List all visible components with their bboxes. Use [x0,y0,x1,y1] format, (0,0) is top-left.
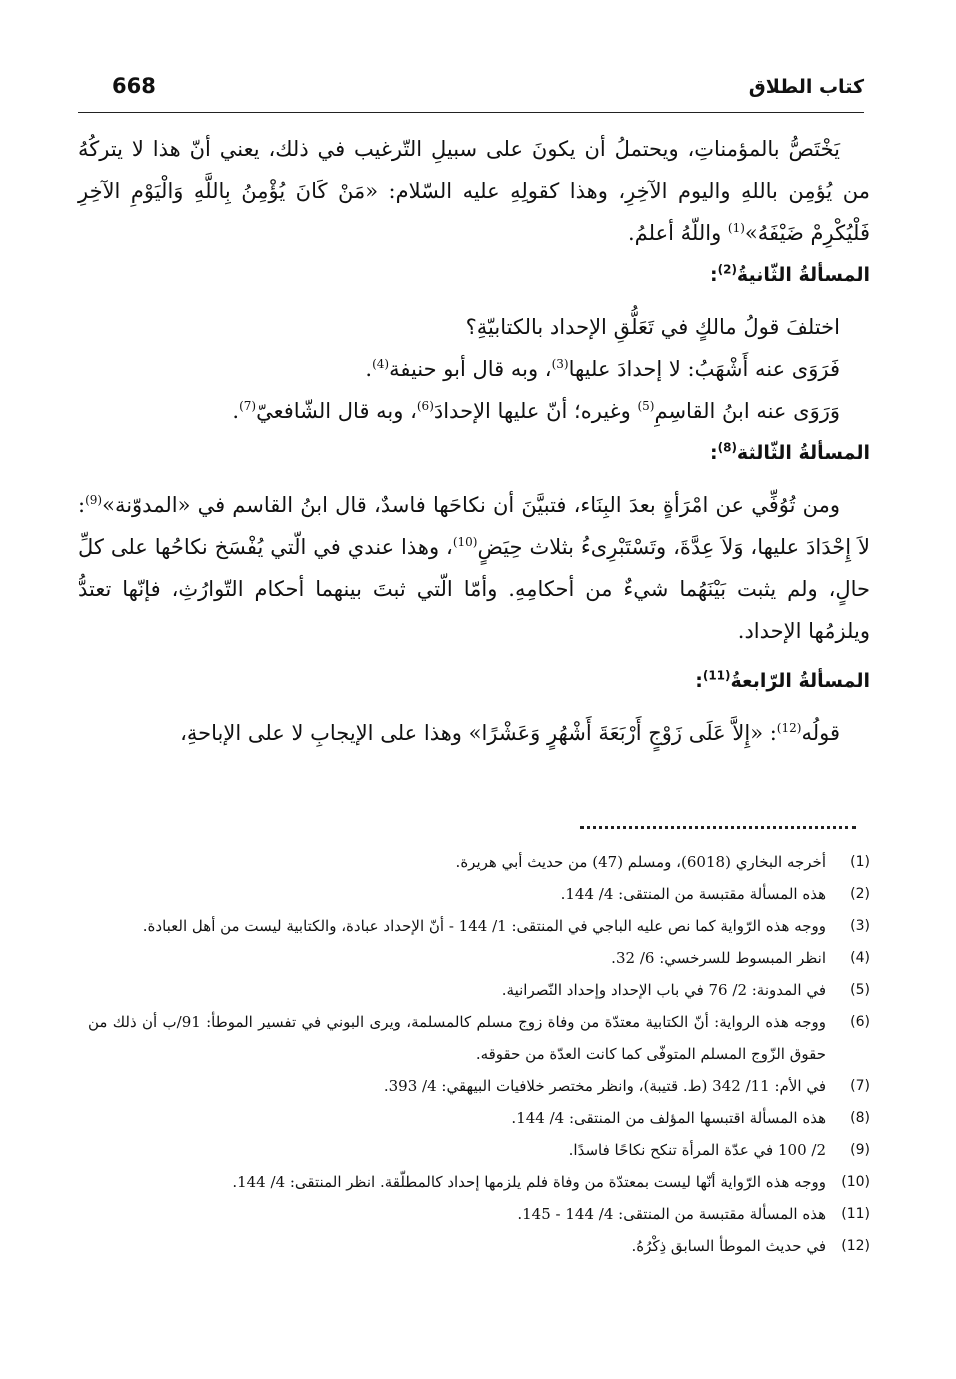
heading-second-issue-text: المسألةُ الثّانيةُ [736,264,870,286]
running-header [78,72,864,113]
footnote [88,1198,870,1230]
page-number: 668 [112,74,156,98]
footnote-text: في المدونة: 2/ 76 في باب الإحداد وإحداد النّصرانية. [501,981,826,999]
footnote-ref-3: (3) [551,357,569,371]
paragraph-4 [78,390,870,432]
paragraph-1-text: يَخْتَصُّ بالمؤمناتِ، ويحتملُ أن يكونَ على سبيلِ التّرغيب في ذلك، يعني أنّ هذا لا يتركُهُ من يُؤمِن باللهِ واليوم الآخِرِ، وهذا كقولِهِ عليه السّلام: «مَنْ كَانَ يُؤْمِنُ بِاللَّهِ وَالْيَوْمِ الآخِرِ فَلْيُكْرِمْ ضَيْفَهُ» [78,137,870,245]
heading-colon: : [695,670,703,692]
paragraph-1-end: واللّهُ أعلمُ. [627,221,728,245]
footnote-ref-1: (1) [727,221,745,235]
paragraph-5-part-b: : لاَ إِحْدَادَ عليها، وَلاَ عِدَّةَ، وتَسْتَبْرِىءُ بثلاث حِيَضٍ [78,493,870,559]
footnote-text: في حديث الموطأ السابق ذِكْرُهُ. [631,1237,826,1255]
footnote-ref-10: (10) [452,535,478,549]
footnote-ref-6: (6) [416,399,434,413]
paragraph-3 [78,348,870,390]
footnote-number: (6) [850,1014,870,1030]
footnote-number: (11) [841,1206,870,1222]
footnote-ref-2: (2) [717,262,737,277]
paragraph-3-part-a: فَرَوَى عنه أَشْهَبُ: لا إحدادَ عليها [568,357,840,381]
paragraph-5-part-c: ، وهذا عندي في الّتي يُفْسَخ نكاحُها على كلِّ حالٍ، ولم يثبت بَيْنَهُما شيءٌ من أحكامِهِ. وأمّا الّتي ثبتَ بينهما أحكام التّوارُثِ، فإنّها تعتدُّ ويلزمُها الإحداد. [78,535,870,643]
footnote [88,974,870,1006]
footnote-number: (7) [850,1078,870,1094]
footnote [88,942,870,974]
paragraph-6-part-b: : «إِلاَّ عَلَى زَوْجٍ أَرْبَعَةَ أَشْهُرٍ وَعَشْرًا» وهذا على الإيجابِ لا على الإباحةِ، [180,721,777,745]
footnote-text: أخرجه البخاري (6018)، ومسلم (47) من حديث أبي هريرة. [455,853,826,871]
footnote-ref-9: (9) [85,493,103,507]
footnote-text: ووجه هذه الرّواية أنّها ليست بمعتدّة من وفاة فلم يلزمها إحداد كالمطلّقة. انظر المنتقى: 4/ 144. [232,1173,826,1191]
paragraph-4-part-a: وَرَوَى عنه ابنُ القاسِمِ [654,399,840,423]
footnote-ref-8: (8) [717,440,737,455]
footnote-number: (5) [850,982,870,998]
footnote [88,846,870,878]
paragraph-2: اختلفَ قولُ مالكٍ في تَعَلُّقِ الإحداد بالكتابيّةِ؟ [465,315,840,339]
footnote-ref-11: (11) [702,668,731,683]
footnote-text: هذه المسألة مقتبسة من المنتقى: 4/ 144. [560,885,826,903]
footnote-number: (1) [850,854,870,870]
heading-colon: : [709,264,718,286]
footnote [88,910,870,942]
footnote-text: في الأم: 11/ 342 (ط. قتيبة)، وانظر مختصر خلافيات البيهقي: 4/ 393. [383,1077,826,1095]
footnote-number: (8) [850,1110,870,1126]
footnote [88,1006,870,1070]
footnote [88,1102,870,1134]
footnote-ref-7: (7) [239,399,257,413]
paragraph-6-part-a: قولُه [801,721,840,745]
footnote-number: (3) [850,918,870,934]
footnote-ref-5: (5) [637,399,655,413]
paragraph-4-part-b: وغيره؛ أنّ عليها الإحدادَ [433,399,638,423]
heading-colon: : [709,442,718,464]
footnote [88,1166,870,1198]
footnote [88,878,870,910]
heading-fourth-issue [78,660,870,702]
footnote [88,1134,870,1166]
paragraph-4-part-d: . [232,399,240,423]
footnote-number: (10) [841,1174,870,1190]
book-title: كتاب الطلاق [748,76,864,98]
footnote-text: هذه المسألة مقتبسة من المنتقى: 4/ 144 - 145. [517,1205,826,1223]
footnote-ref-4: (4) [372,357,390,371]
footnote-text: ووجه هذه الرواية: أنّ الكتابية معتدّة من وفاة زوج مسلم كالمسلمة، ويرى البوني في تفسير الموطأ: 91/ب أن ذلك من حقوق الزّوج المسلم المتوفّى كما كانت العدّة من حقوقه. [88,1013,826,1063]
footnote-number: (2) [850,886,870,902]
heading-fourth-issue-text: المسألةُ الرّابعةُ [730,670,870,692]
footnote [88,1230,870,1262]
paragraph-4-part-c: ، وبه قال الشّافعيّ [256,399,417,423]
footnote-text: ووجه هذه الرّواية كما نص عليه الباجي في المنتقى: 1/ 144 - أنّ الإحداد عبادة، والكتابية ليست من أهل العبادة. [142,917,826,935]
paragraph-6 [78,712,870,754]
heading-third-issue [78,432,870,474]
footnote [88,1070,870,1102]
paragraph-1 [78,128,870,254]
footnote-number: (9) [850,1142,870,1158]
footnote-number: (12) [841,1238,870,1254]
heading-second-issue [78,254,870,296]
footnotes [88,846,870,1262]
main-text [78,128,870,754]
footnote-number: (4) [850,950,870,966]
paragraph-5 [78,484,870,652]
footnote-text: 2/ 100 في عدّة المرأة تنكح نكاحًا فاسدًا. [568,1141,826,1159]
footnote-text: انظر المبسوط للسرخسي: 6/ 32. [611,949,826,967]
footnote-text: هذه المسألة اقتبسها المؤلف من المنتقى: 4/ 144. [511,1109,826,1127]
heading-third-issue-text: المسألةُ الثّالثة [736,442,870,464]
footnote-separator [580,826,856,829]
paragraph-3-part-b: ، وبه قال أبو حنيفة [389,357,552,381]
footnote-ref-12: (12) [776,721,802,735]
paragraph-3-part-c: . [365,357,373,381]
paragraph-5-part-a: ومن تُوُفِّي عن امْرَأةٍ بعدَ البِنَاء، فتبيَّنَ أن نكاحَها فاسدٌ، قال ابنُ القاسم في «المدوّنة» [102,493,840,517]
